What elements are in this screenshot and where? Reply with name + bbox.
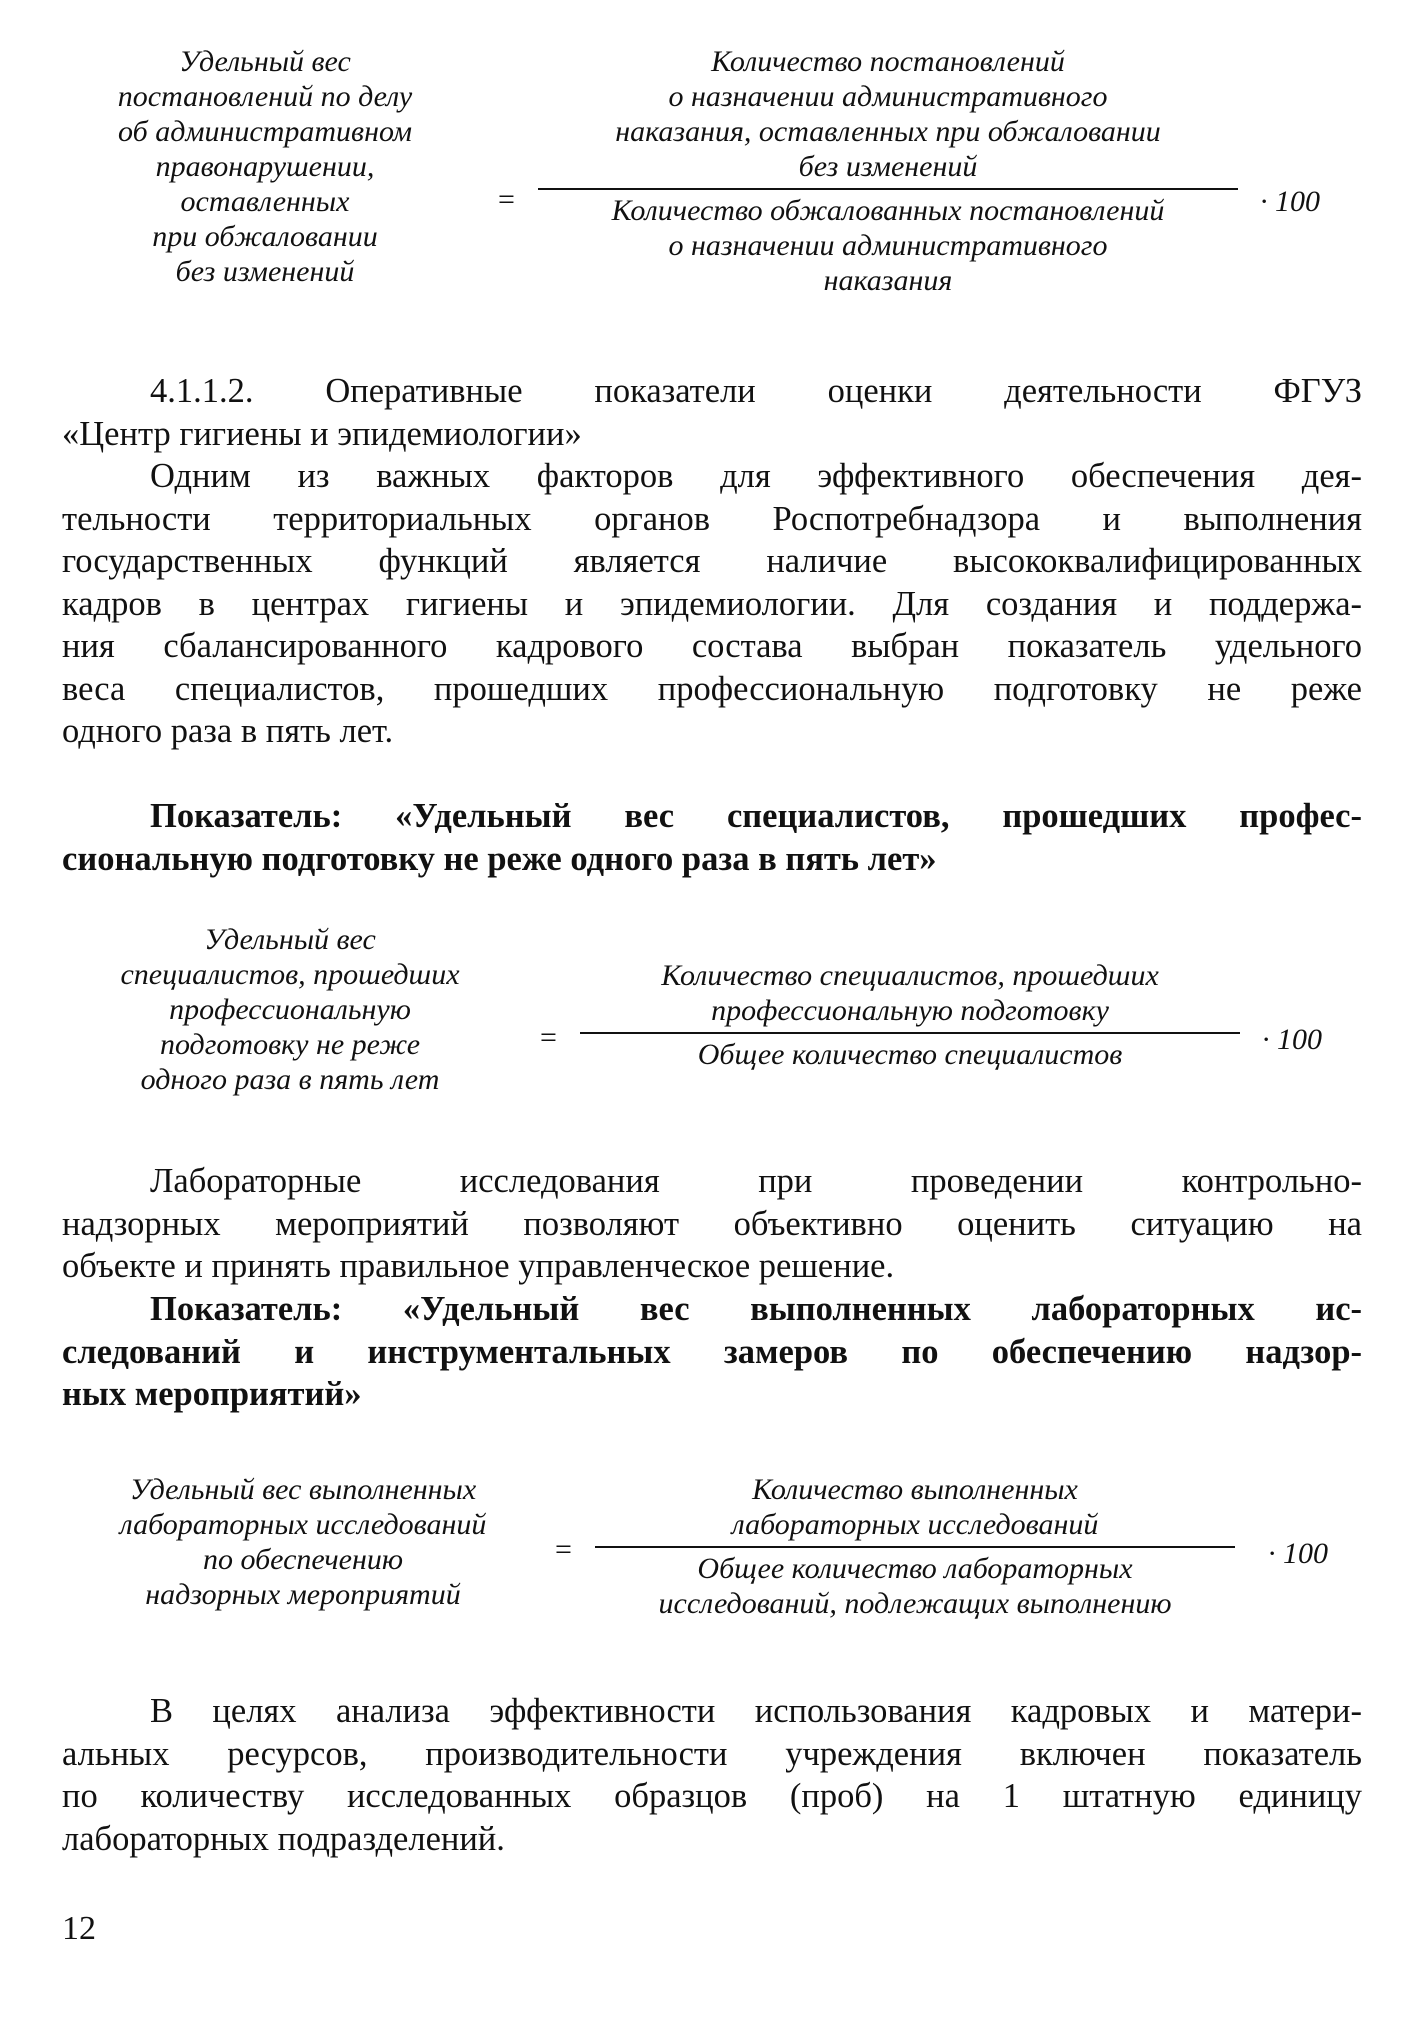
paragraph-line: Одним из важных факторов для эффективного обеспечения дея- <box>150 457 1362 495</box>
formula-lhs: Удельный вес выполненных лабораторных исследований по обеспечению надзорных мероприятий <box>119 1473 487 1611</box>
formula-reversal-rate <box>0 44 1424 334</box>
paragraph-line: по количеству исследованных образцов (проб) на 1 штатную единицу <box>62 1777 1362 1815</box>
formula-lhs: Удельный вес постановлений по делу об административном правонарушении, оставленных при обжаловании без изменений <box>117 45 413 288</box>
paragraph-line: надзорных мероприятий позволяют объективно оценить ситуацию на <box>62 1204 1362 1243</box>
fraction-bar <box>538 188 1238 190</box>
indicator-line: следований и инструментальных замеров по обеспечению надзор- <box>62 1332 1362 1371</box>
formula-numerator: Количество специалистов, прошедших профессиональную подготовку <box>661 959 1159 1027</box>
fraction-bar <box>580 1032 1240 1034</box>
formula-fraction <box>538 44 1238 298</box>
paragraph-productivity <box>62 1690 1362 1860</box>
equals-sign: = <box>555 1533 572 1566</box>
paragraph-line: В целях анализа эффективности использования кадровых и матери- <box>150 1692 1362 1730</box>
section-heading <box>62 370 1362 455</box>
paragraph-staff <box>62 455 1362 753</box>
formula-staff-training <box>0 922 1424 1122</box>
indicator-heading-staff <box>62 795 1362 880</box>
paragraph-line: Лабораторные исследования при проведении контрольно- <box>150 1162 1362 1200</box>
formula-multiplier: · 100 <box>1268 1537 1328 1570</box>
formula-denominator: Общее количество специалистов <box>697 1038 1123 1071</box>
formula-fraction <box>595 1472 1235 1621</box>
paragraph-line: альных ресурсов, производительности учреждения включен показатель <box>62 1734 1362 1773</box>
indicator-line: ных мероприятий» <box>62 1375 362 1413</box>
section-heading-line: 4.1.1.2. Оперативные показатели оценки деятельности ФГУЗ <box>150 372 1362 410</box>
formula-numerator: Количество постановлений о назначении административного наказания, оставленных при обжаловании без изменений <box>615 45 1161 183</box>
paragraph-laboratory <box>62 1160 1362 1288</box>
paragraph-line: одного раза в пять лет. <box>62 712 394 750</box>
indicator-line: Показатель: «Удельный вес специалистов, прошедших профес- <box>150 797 1362 835</box>
indicator-line: сиональную подготовку не реже одного раза в пять лет» <box>62 839 937 878</box>
formula-multiplier: · 100 <box>1262 1023 1322 1056</box>
formula-lhs: Удельный вес специалистов, прошедших профессиональную подготовку не реже одного раза в пять лет <box>120 923 460 1096</box>
equals-sign: = <box>498 183 515 216</box>
formula-multiplier: · 100 <box>1260 185 1320 218</box>
formula-laboratory-tests <box>0 1472 1424 1632</box>
equals-sign: = <box>540 1021 557 1054</box>
paragraph-line: тельности территориальных органов Роспотребнадзора и выполнения <box>62 499 1362 538</box>
paragraph-line: объекте и принять правильное управленческое решение. <box>62 1247 895 1285</box>
paragraph-line: ния сбалансированного кадрового состава выбран показатель удельного <box>62 627 1362 665</box>
paragraph-line: государственных функций является наличие высококвалифицированных <box>62 542 1362 580</box>
formula-numerator: Количество выполненных лабораторных исследований <box>731 1473 1099 1541</box>
formula-denominator: Общее количество лабораторных исследований, подлежащих выполнению <box>658 1552 1172 1620</box>
section-heading-line: «Центр гигиены и эпидемиологии» <box>62 414 582 453</box>
indicator-line: Показатель: «Удельный вес выполненных лабораторных ис- <box>150 1290 1362 1328</box>
fraction-bar <box>595 1546 1235 1548</box>
page-number: 12 <box>62 1910 96 1947</box>
indicator-heading-laboratory <box>62 1288 1362 1416</box>
paragraph-line: лабораторных подразделений. <box>62 1819 505 1858</box>
formula-denominator: Количество обжалованных постановлений о назначении административного наказания <box>611 194 1165 297</box>
paragraph-line: кадров в центрах гигиены и эпидемиологии. Для создания и поддержа- <box>62 584 1362 623</box>
formula-fraction <box>580 958 1240 1072</box>
paragraph-line: веса специалистов, прошедших профессиональную подготовку не реже <box>62 669 1362 708</box>
